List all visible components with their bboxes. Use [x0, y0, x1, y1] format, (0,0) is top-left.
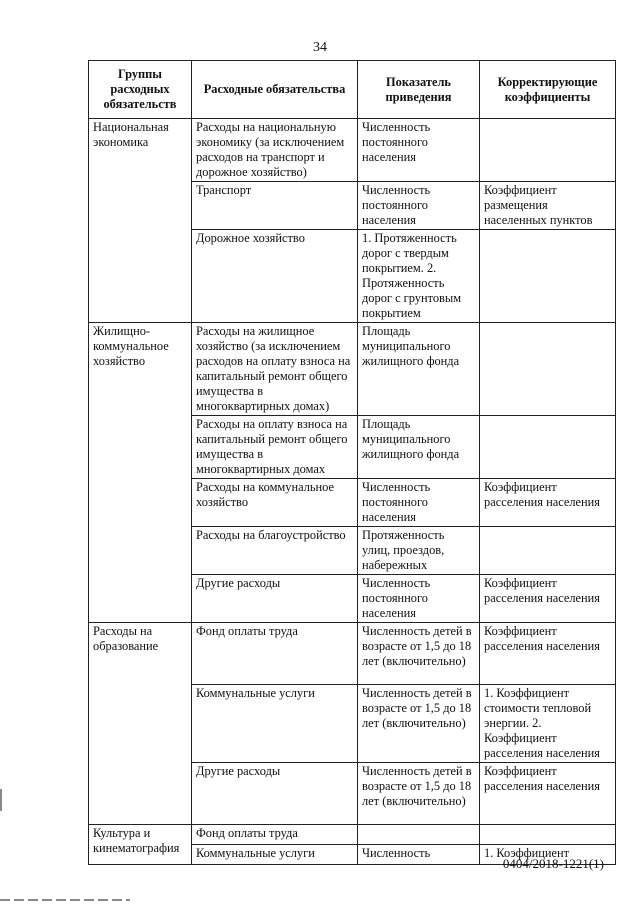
coefficient-cell	[480, 119, 616, 182]
coefficient-cell	[480, 416, 616, 479]
table-header-row	[89, 61, 616, 119]
obligation-cell: Фонд оплаты труда	[192, 825, 358, 845]
indicator-cell: Численность детей в возрасте от 1,5 до 18 лет (включительно)	[358, 623, 480, 685]
coefficient-cell: 1. Коэффициент стоимости тепловой энергии. 2. Коэффициент расселения населения	[480, 685, 616, 763]
header-indicator: Показатель приведения	[358, 61, 480, 119]
obligation-cell: Дорожное хозяйство	[192, 230, 358, 323]
group-name: Расходы на образование	[89, 623, 192, 825]
coefficient-cell	[480, 527, 616, 575]
header-coefficients: Корректирующие коэффициенты	[480, 61, 616, 119]
indicator-cell: Численность постоянного населения	[358, 119, 480, 182]
table-row	[89, 119, 616, 182]
document-code: 0404/2018-1221(1)	[502, 856, 604, 871]
group-name: Национальная экономика	[89, 119, 192, 323]
obligation-cell: Коммунальные услуги	[192, 845, 358, 865]
obligation-cell: Другие расходы	[192, 763, 358, 825]
obligation-cell: Расходы на благоустройство	[192, 527, 358, 575]
scan-bottom-noise	[0, 899, 130, 901]
coefficient-cell: Коэффициент расселения населения	[480, 479, 616, 527]
obligation-cell: Расходы на жилищное хозяйство (за исключением расходов на оплату взноса на капитальный ремонт общего имущества в многоквартирных домах)	[192, 323, 358, 416]
table-row	[89, 623, 616, 685]
scan-margin-mark	[0, 789, 2, 811]
coefficient-cell: Коэффициент расселения населения	[480, 763, 616, 825]
coefficient-cell	[480, 323, 616, 416]
indicator-cell: Протяженность улиц, проездов, набережных	[358, 527, 480, 575]
expenditure-table	[88, 60, 616, 865]
coefficient-cell: Коэффициент расселения населения	[480, 623, 616, 685]
obligation-cell: Фонд оплаты труда	[192, 623, 358, 685]
coefficient-cell: Коэффициент размещения населенных пунктов	[480, 182, 616, 230]
indicator-cell: Численность детей в возрасте от 1,5 до 18 лет (включительно)	[358, 685, 480, 763]
indicator-cell	[358, 825, 480, 845]
coefficient-cell: 1. Коэффициент	[480, 845, 616, 865]
indicator-cell: Численность постоянного населения	[358, 575, 480, 623]
indicator-cell: Численность детей в возрасте от 1,5 до 18 лет (включительно)	[358, 763, 480, 825]
obligation-cell: Расходы на оплату взноса на капитальный ремонт общего имущества в многоквартирных домах	[192, 416, 358, 479]
indicator-cell: Площадь муниципального жилищного фонда	[358, 323, 480, 416]
coefficient-cell	[480, 230, 616, 323]
page-number: 34	[313, 40, 327, 55]
obligation-cell: Расходы на национальную экономику (за исключением расходов на транспорт и дорожное хозяйство)	[192, 119, 358, 182]
indicator-cell: Численность постоянного населения	[358, 182, 480, 230]
header-groups: Группы расходных обязательств	[89, 61, 192, 119]
indicator-cell: Численность	[358, 845, 480, 865]
header-obligations: Расходные обязательства	[192, 61, 358, 119]
group-name: Культура и кинематография	[89, 825, 192, 865]
obligation-cell: Транспорт	[192, 182, 358, 230]
obligation-cell: Другие расходы	[192, 575, 358, 623]
coefficient-cell	[480, 825, 616, 845]
table-row	[89, 323, 616, 416]
indicator-cell: 1. Протяженность дорог с твердым покрытием. 2. Протяженность дорог с грунтовым покрытием	[358, 230, 480, 323]
obligation-cell: Коммунальные услуги	[192, 685, 358, 763]
group-name: Жилищно-коммунальное хозяйство	[89, 323, 192, 623]
indicator-cell: Площадь муниципального жилищного фонда	[358, 416, 480, 479]
indicator-cell: Численность постоянного населения	[358, 479, 480, 527]
obligation-cell: Расходы на коммунальное хозяйство	[192, 479, 358, 527]
coefficient-cell: Коэффициент расселения населения	[480, 575, 616, 623]
table-row	[89, 825, 616, 845]
